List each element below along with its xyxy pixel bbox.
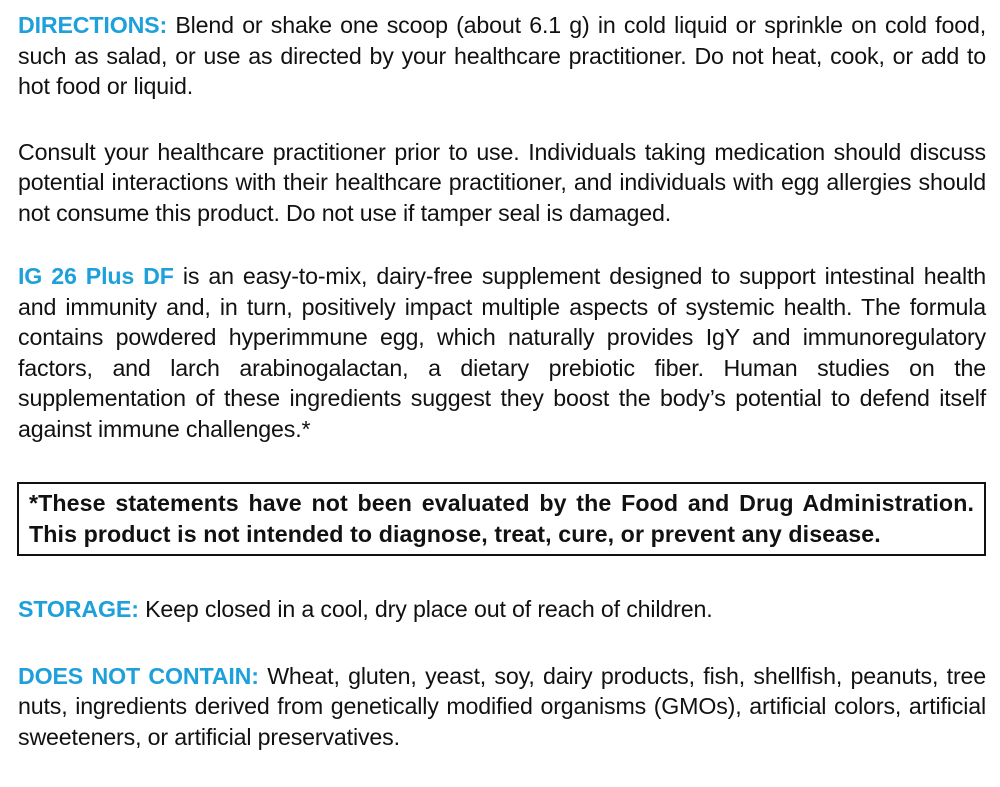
product-name: IG 26 Plus DF	[18, 263, 174, 289]
does-not-contain-label: DOES NOT CONTAIN:	[18, 662, 259, 689]
directions-text: Blend or shake one scoop (about 6.1 g) in cold liquid or sprinkle on cold food, such as salad, or use as directed by your healthcare practitioner. Do not heat, cook, or add to hot food or liquid.	[18, 12, 986, 99]
consult-warning: Consult your healthcare practitioner prior to use. Individuals taking medication should discuss potential interactions with their healthcare practitioner, and individuals with egg allergies should not consume this product. Do not use if tamper seal is damaged.	[18, 138, 986, 226]
directions-section	[18, 10, 986, 102]
does-not-contain-section	[18, 661, 986, 753]
label-text-panel	[18, 10, 986, 752]
storage-label: STORAGE:	[18, 596, 139, 622]
storage-text: Keep closed in a cool, dry place out of reach of children.	[145, 596, 713, 622]
fda-disclaimer-text: *These statements have not been evaluated by the Food and Drug Administration. This product is not intended to diagnose, treat, cure, or prevent any disease.	[29, 490, 974, 547]
directions-label: DIRECTIONS:	[18, 12, 168, 38]
fda-disclaimer-box	[17, 482, 986, 556]
product-description	[18, 261, 986, 444]
does-not-contain-text: Wheat, gluten, yeast, soy, dairy products, fish, shellfish, peanuts, tree nuts, ingredients derived from genetically modified organisms (GMOs), artificial colors, artificial sweeteners, or artificial preservatives.	[18, 662, 987, 750]
product-description-text: is an easy-to-mix, dairy-free supplement designed to support intestinal health and immunity and, in turn, positively impact multiple aspects of systemic health. The formula contains powdered hyperimmune egg, which naturally provides IgY and immunoregulatory factors, and larch arabinogalactan, a dietary prebiotic fiber. Human studies on the supplementation of these ingredients suggest they boost the body’s potential to defend itself against immune challenges.*	[18, 263, 986, 442]
storage-section	[18, 594, 986, 625]
